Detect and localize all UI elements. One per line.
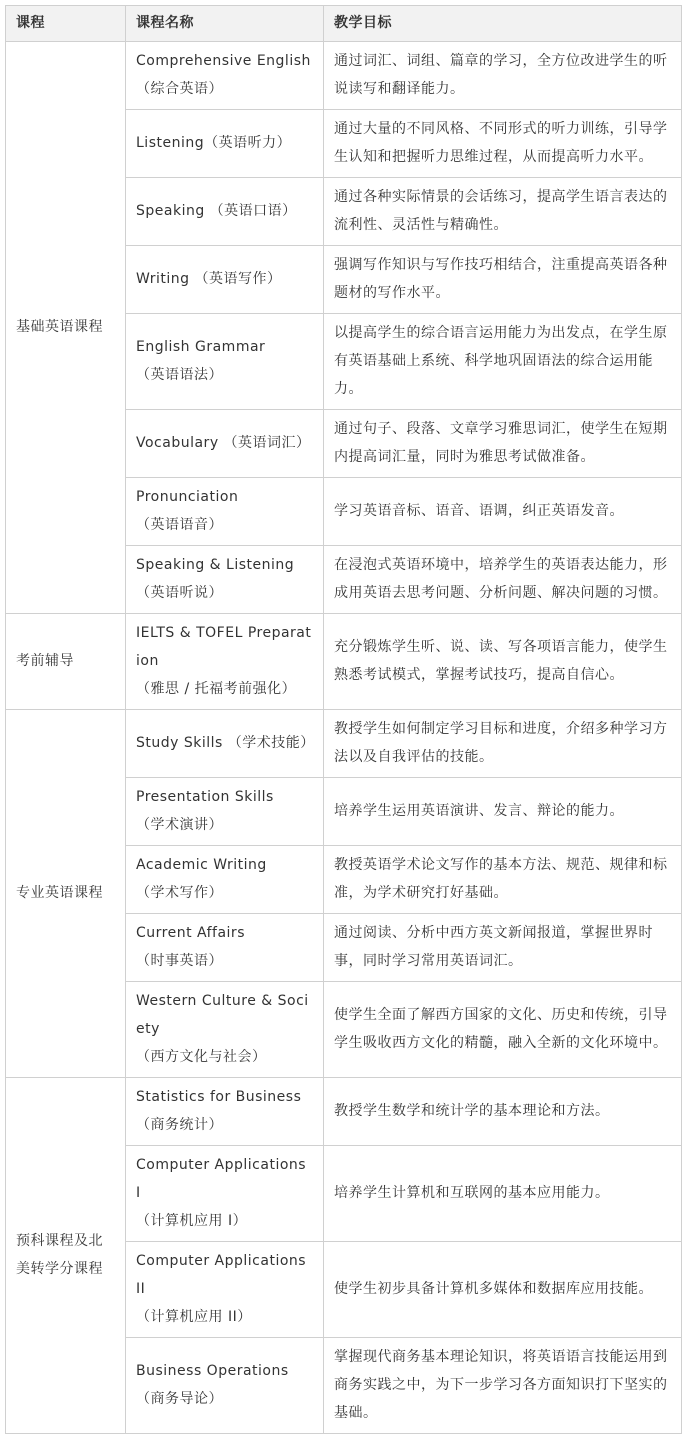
course-name-en: Writing （英语写作）	[136, 271, 282, 287]
course-goal-cell: 学习英语音标、语音、语调，纠正英语发音。	[324, 478, 682, 546]
category-cell: 预科课程及北美转学分课程	[6, 1078, 126, 1434]
course-name-cell	[126, 614, 324, 710]
course-name-cn: （计算机应用 I）	[136, 1213, 248, 1229]
course-name-en: Business Operations	[136, 1363, 289, 1379]
course-goal-cell: 通过阅读、分析中西方英文新闻报道，掌握世界时事，同时学习常用英语词汇。	[324, 914, 682, 982]
course-name-en: Statistics for Business	[136, 1089, 302, 1105]
course-name-cn: （综合英语）	[136, 81, 223, 97]
course-name-en: IELTS & TOFEL Preparation	[136, 625, 312, 669]
course-goal-cell: 掌握现代商务基本理论知识，将英语语言技能运用到商务实践之中，为下一步学习各方面知识打下坚实的基础。	[324, 1338, 682, 1434]
course-name-cell	[126, 110, 324, 178]
course-goal-cell: 培养学生运用英语演讲、发言、辩论的能力。	[324, 778, 682, 846]
course-name-cn: （学术写作）	[136, 885, 223, 901]
course-goal-cell: 教授英语学术论文写作的基本方法、规范、规律和标准，为学术研究打好基础。	[324, 846, 682, 914]
course-name-en: English Grammar	[136, 339, 266, 355]
course-goal-cell: 在浸泡式英语环境中，培养学生的英语表达能力，形成用英语去思考问题、分析问题、解决问题的习惯。	[324, 546, 682, 614]
header-category: 课程	[6, 6, 126, 42]
course-name-en: Comprehensive English	[136, 53, 311, 69]
header-course-name: 课程名称	[126, 6, 324, 42]
course-name-en: Pronunciation	[136, 489, 239, 505]
table-row	[6, 1078, 682, 1146]
course-name-cell	[126, 410, 324, 478]
course-table	[5, 5, 682, 1434]
course-name-cell	[126, 42, 324, 110]
course-goal-cell: 使学生初步具备计算机多媒体和数据库应用技能。	[324, 1242, 682, 1338]
course-name-cn: （英语语音）	[136, 517, 223, 533]
course-name-cell	[126, 1078, 324, 1146]
course-goal-cell: 教授学生如何制定学习目标和进度，介绍多种学习方法以及自我评估的技能。	[324, 710, 682, 778]
course-goal-cell: 通过词汇、词组、篇章的学习，全方位改进学生的听说读写和翻译能力。	[324, 42, 682, 110]
header-row	[6, 6, 682, 42]
table-row	[6, 710, 682, 778]
course-table-body	[6, 42, 682, 1434]
category-cell: 考前辅导	[6, 614, 126, 710]
course-goal-cell: 教授学生数学和统计学的基本理论和方法。	[324, 1078, 682, 1146]
course-name-cell	[126, 314, 324, 410]
course-name-cell	[126, 982, 324, 1078]
course-goal-cell: 使学生全面了解西方国家的文化、历史和传统，引导学生吸收西方文化的精髓，融入全新的文化环境中。	[324, 982, 682, 1078]
course-name-cell	[126, 1146, 324, 1242]
course-name-cn: （西方文化与社会）	[136, 1049, 267, 1065]
course-name-en: Vocabulary （英语词汇）	[136, 435, 311, 451]
course-name-cell	[126, 478, 324, 546]
course-name-en: Speaking & Listening	[136, 557, 295, 573]
course-name-cell	[126, 246, 324, 314]
course-name-en: Academic Writing	[136, 857, 267, 873]
course-goal-cell: 充分锻炼学生听、说、读、写各项语言能力，使学生熟悉考试模式，掌握考试技巧，提高自信心。	[324, 614, 682, 710]
course-name-cn: （商务统计）	[136, 1117, 223, 1133]
category-cell: 专业英语课程	[6, 710, 126, 1078]
course-name-cell	[126, 1242, 324, 1338]
course-name-en: Presentation Skills	[136, 789, 274, 805]
table-row	[6, 42, 682, 110]
course-name-cn: （商务导论）	[136, 1391, 223, 1407]
course-goal-cell: 通过大量的不同风格、不同形式的听力训练，引导学生认知和把握听力思维过程，从而提高听力水平。	[324, 110, 682, 178]
course-name-cell	[126, 546, 324, 614]
course-name-cell	[126, 710, 324, 778]
course-name-cn: （时事英语）	[136, 953, 223, 969]
course-goal-cell: 强调写作知识与写作技巧相结合，注重提高英语各种题材的写作水平。	[324, 246, 682, 314]
course-name-en: Western Culture & Society	[136, 993, 309, 1037]
course-goal-cell: 培养学生计算机和互联网的基本应用能力。	[324, 1146, 682, 1242]
course-name-cell	[126, 914, 324, 982]
course-name-cn: （英语听说）	[136, 585, 223, 601]
course-name-en: Speaking （英语口语）	[136, 203, 297, 219]
course-goal-cell: 通过句子、段落、文章学习雅思词汇，使学生在短期内提高词汇量，同时为雅思考试做准备。	[324, 410, 682, 478]
course-name-en: Study Skills （学术技能）	[136, 735, 315, 751]
category-cell: 基础英语课程	[6, 42, 126, 614]
course-name-en: Current Affairs	[136, 925, 245, 941]
course-name-cn: （雅思 / 托福考前强化）	[136, 681, 297, 697]
course-name-cell	[126, 1338, 324, 1434]
course-name-cell	[126, 846, 324, 914]
table-row	[6, 614, 682, 710]
course-name-cell	[126, 178, 324, 246]
header-goal: 教学目标	[324, 6, 682, 42]
course-name-en: Computer Applications II	[136, 1253, 307, 1297]
course-name-cell	[126, 778, 324, 846]
course-goal-cell: 通过各种实际情景的会话练习，提高学生语言表达的流利性、灵活性与精确性。	[324, 178, 682, 246]
course-name-cn: （英语语法）	[136, 367, 223, 383]
course-name-cn: （计算机应用 II）	[136, 1309, 252, 1325]
course-name-cn: （学术演讲）	[136, 817, 223, 833]
course-goal-cell: 以提高学生的综合语言运用能力为出发点，在学生原有英语基础上系统、科学地巩固语法的综合运用能力。	[324, 314, 682, 410]
course-name-en: Computer Applications I	[136, 1157, 307, 1201]
course-name-en: Listening（英语听力）	[136, 135, 292, 151]
